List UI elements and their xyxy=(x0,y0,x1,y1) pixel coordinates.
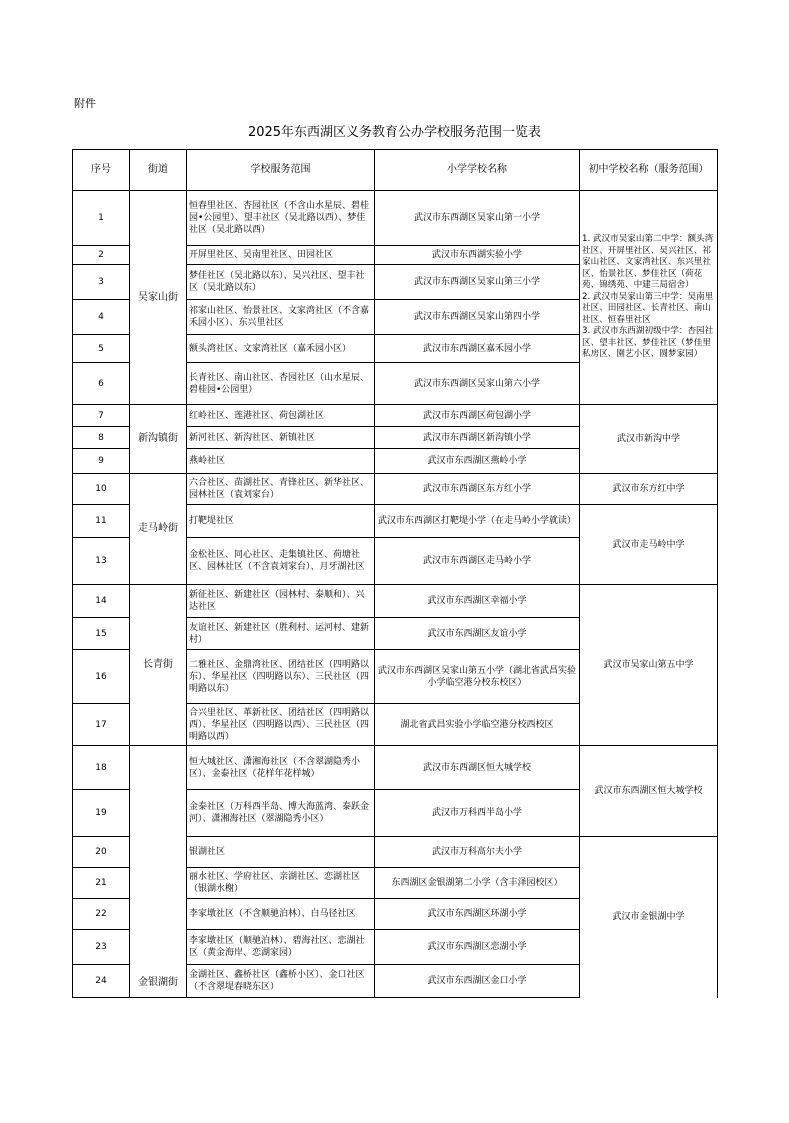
row-seq: 2 xyxy=(73,246,130,265)
row-primary: 武汉市东西湖区吴家山第一小学 xyxy=(375,191,580,246)
row-seq: 23 xyxy=(73,930,130,965)
row-seq: 7 xyxy=(73,405,130,427)
table-row xyxy=(73,191,718,246)
table-row xyxy=(73,474,718,505)
row-scope: 额头湾社区、文家湾社区（嘉禾园小区） xyxy=(187,335,375,363)
row-scope: 金泰社区（万科西半岛、博大海蓝湾、泰跃金河）、潇湘海社区（翠湖隐秀小区） xyxy=(187,790,375,837)
row-scope: 祁家山社区、怡景社区、文家湾社区（不含嘉禾园小区）、东兴里社区 xyxy=(187,300,375,335)
row-seq: 13 xyxy=(73,538,130,585)
row-scope: 开屏里社区、吴南里社区、田园社区 xyxy=(187,246,375,265)
row-primary: 武汉市东西湖区幸福小学 xyxy=(375,585,580,618)
middle-school-cell: 武汉市东西湖区恒大城学校 xyxy=(580,746,718,837)
row-primary: 武汉市东西湖区吴家山第六小学 xyxy=(375,363,580,405)
header-street: 街道 xyxy=(130,150,187,191)
row-scope: 燕岭社区 xyxy=(187,449,375,474)
row-primary: 东西湖区金银湖第二小学（含丰泽园校区） xyxy=(375,868,580,899)
middle-school-cell: 武汉市走马岭中学 xyxy=(580,505,718,585)
middle-school-cell: 1. 武汉市吴家山第二中学：额头湾社区、开屏里社区、吴兴社区、祁家山社区、文家湾社区、东兴里社区、怡景社区、梦佳社区（荷花苑、锦绣苑、中建三局宿舍） 2. 武汉市吴家山第三中学：吴南里社区、田园社区、长青社区、南山社区、恒春里社区 3. 武汉市东西湖初级中学：杏园社区、望丰社区、梦佳社区（梦佳里私房区、園艺小区、圆梦家园） xyxy=(580,191,718,405)
row-scope: 梦佳社区（吴北路以东）、吴兴社区、望丰社区（吴北路以东） xyxy=(187,265,375,300)
row-seq: 1 xyxy=(73,191,130,246)
table-row xyxy=(73,746,718,790)
row-scope: 丽水社区、学府社区、亲湖社区、恋湖社区（银湖水榭） xyxy=(187,868,375,899)
row-seq: 19 xyxy=(73,790,130,837)
row-primary: 武汉市东西湖区燕岭小学 xyxy=(375,449,580,474)
row-seq: 24 xyxy=(73,965,130,998)
street-cell: 金银湖街 xyxy=(130,746,187,998)
middle-school-cell: 武汉市吴家山第五中学 xyxy=(580,585,718,746)
row-primary: 武汉市东西湖区金口小学 xyxy=(375,965,580,998)
row-seq: 5 xyxy=(73,335,130,363)
row-seq: 17 xyxy=(73,704,130,746)
row-scope: 银湖社区 xyxy=(187,837,375,868)
row-seq: 15 xyxy=(73,618,130,650)
row-seq: 11 xyxy=(73,505,130,538)
table-row xyxy=(73,585,718,618)
row-seq: 14 xyxy=(73,585,130,618)
row-seq: 10 xyxy=(73,474,130,505)
row-scope: 长青社区、南山社区、杏园社区（山水星辰、碧桂园•公园里） xyxy=(187,363,375,405)
row-scope: 新河社区、新沟社区、新镇社区 xyxy=(187,427,375,449)
row-primary: 武汉市东西湖区东方红小学 xyxy=(375,474,580,505)
row-scope: 恒大城社区、潇湘海社区（不含翠湖隐秀小区）、金泰社区（花样年花样城） xyxy=(187,746,375,790)
middle-school-cell: 武汉市东方红中学 xyxy=(580,474,718,505)
service-scope-table xyxy=(72,149,718,998)
page-title: 2025年东西湖区义务教育公办学校服务范围一览表 xyxy=(247,125,542,140)
row-seq: 18 xyxy=(73,746,130,790)
attachment-label: 附件 xyxy=(74,97,96,110)
row-primary: 武汉市东西湖区环湖小学 xyxy=(375,899,580,930)
row-primary: 武汉市东西湖区走马岭小学 xyxy=(375,538,580,585)
row-seq: 21 xyxy=(73,868,130,899)
row-primary: 武汉市东西湖区荷包湖小学 xyxy=(375,405,580,427)
row-scope: 金松社区、同心社区、走集镇社区、荷塘社区、园林社区（不含袁刘家台）、月牙湖社区 xyxy=(187,538,375,585)
row-primary: 湖北省武昌实验小学临空港分校西校区 xyxy=(375,704,580,746)
row-scope: 恒春里社区、杏园社区（不含山水星辰、碧桂园•公园里）、望丰社区（吴北路以西）、梦佳社区（吴北路以西） xyxy=(187,191,375,246)
row-primary: 武汉市东西湖区恒大城学校 xyxy=(375,746,580,790)
header-seq: 序号 xyxy=(73,150,130,191)
row-seq: 9 xyxy=(73,449,130,474)
street-cell: 吴家山街 xyxy=(130,191,187,405)
row-scope: 合兴里社区、革新社区、团结社区（四明路以西）、华星社区（四明路以西）、三民社区（四明路以西） xyxy=(187,704,375,746)
street-cell: 长青街 xyxy=(130,585,187,746)
header-row xyxy=(73,150,718,191)
row-scope: 六合社区、苗湖社区、青锋社区、新华社区、园林社区（袁刘家台） xyxy=(187,474,375,505)
row-scope: 友谊社区、新建社区（胜利村、运河村、建新村） xyxy=(187,618,375,650)
header-primary: 小学学校名称 xyxy=(375,150,580,191)
middle-school-cell: 武汉市金银湖中学 xyxy=(580,837,718,998)
row-seq: 22 xyxy=(73,899,130,930)
row-primary: 武汉市东西湖区吴家山第三小学 xyxy=(375,265,580,300)
header-scope: 学校服务范围 xyxy=(187,150,375,191)
table-row xyxy=(73,405,718,427)
row-seq: 8 xyxy=(73,427,130,449)
row-scope: 金湖社区、鑫桥社区（鑫桥小区）、金口社区（不含翠堤春晓东区） xyxy=(187,965,375,998)
row-primary: 武汉市东西湖实验小学 xyxy=(375,246,580,265)
row-scope: 李家墩社区（不含顺驰泊林）、白马径社区 xyxy=(187,899,375,930)
street-cell: 新沟镇街 xyxy=(130,405,187,474)
row-scope: 红岭社区、莲港社区、荷包湖社区 xyxy=(187,405,375,427)
row-primary: 武汉市东西湖区嘉禾园小学 xyxy=(375,335,580,363)
row-primary: 武汉市万科西半岛小学 xyxy=(375,790,580,837)
row-primary: 武汉市东西湖区新沟镇小学 xyxy=(375,427,580,449)
row-seq: 20 xyxy=(73,837,130,868)
middle-school-cell: 武汉市新沟中学 xyxy=(580,405,718,474)
street-cell: 走马岭街 xyxy=(130,474,187,585)
row-scope: 二雅社区、金鼎湾社区、团结社区（四明路以东）、华星社区（四明路以东）、三民社区（四明路以东） xyxy=(187,650,375,704)
row-seq: 16 xyxy=(73,650,130,704)
row-primary: 武汉市东西湖区打靶堤小学（在走马岭小学就读） xyxy=(375,505,580,538)
row-scope: 李家墩社区（顺驰泊林）、碧海社区、恋湖社区（黄金海岸、恋湖家园） xyxy=(187,930,375,965)
row-primary: 武汉市东西湖区友谊小学 xyxy=(375,618,580,650)
row-seq: 3 xyxy=(73,265,130,300)
header-middle: 初中学校名称（服务范围） xyxy=(580,150,718,191)
row-seq: 4 xyxy=(73,300,130,335)
row-primary: 武汉市万科高尔夫小学 xyxy=(375,837,580,868)
row-primary: 武汉市东西湖区吴家山第五小学（湖北省武昌实验小学临空港分校东校区） xyxy=(375,650,580,704)
row-scope: 新征社区、新建社区（园林村、泰顺和）、兴达社区 xyxy=(187,585,375,618)
row-scope: 打靶堤社区 xyxy=(187,505,375,538)
row-seq: 6 xyxy=(73,363,130,405)
row-primary: 武汉市东西湖区恋湖小学 xyxy=(375,930,580,965)
row-primary: 武汉市东西湖区吴家山第四小学 xyxy=(375,300,580,335)
